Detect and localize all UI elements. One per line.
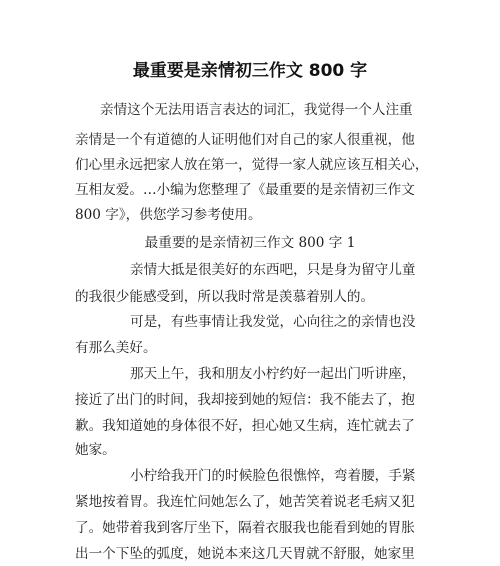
document-title: 最重要是亲情初三作文 800 字 (132, 61, 368, 81)
intro-line: 亲情这个无法用语言表达的词汇，我觉得一个人注重 (100, 102, 413, 118)
body-line: 可是，有些事情让我发觉，心向往之的亲情也没 (130, 314, 416, 330)
body-line: 出一个下坠的弧度，她说本来这几天胃就不舒服，她家里 (75, 546, 415, 562)
body-line: 了。她带着我到客厅坐下，隔着衣服我也能看到她的胃胀 (75, 520, 415, 536)
body-line: 小柠给我开门的时候脸色很憔悴，弯着腰，手紧 (130, 468, 416, 484)
intro-line: 800 字》，供您学习参考使用。 (75, 207, 262, 223)
intro-line: 们心里永远把家人放在第一，觉得一家人就应该互相关心， (75, 157, 429, 173)
body-line: 她家。 (75, 442, 116, 458)
body-line: 接近了出门的时间，我却接到她的短信：我不能去了，抱 (75, 392, 415, 408)
intro-line: 亲情是一个有道德的人证明他们对自己的家人很重视，他 (75, 132, 415, 148)
intro-line: 互相友爱。…小编为您整理了《最重要的是亲情初三作文 (75, 182, 415, 198)
body-line: 那天上午，我和朋友小柠约好一起出门听讲座， (130, 366, 416, 382)
body-line: 有那么美好。 (75, 340, 157, 356)
body-line: 亲情大抵是很美好的东西吧，只是身为留守儿童 (130, 262, 416, 278)
body-line: 的我很少能感受到，所以我时常是羡慕着别人的。 (75, 289, 375, 305)
section-subtitle: 最重要的是亲情初三作文 800 字 1 (144, 235, 356, 251)
body-line: 紧地按着胃。我连忙问她怎么了，她苦笑着说老毛病又犯 (75, 494, 415, 510)
body-line: 歉。我知道她的身体很不好，担心她又生病，连忙就去了 (75, 418, 415, 434)
